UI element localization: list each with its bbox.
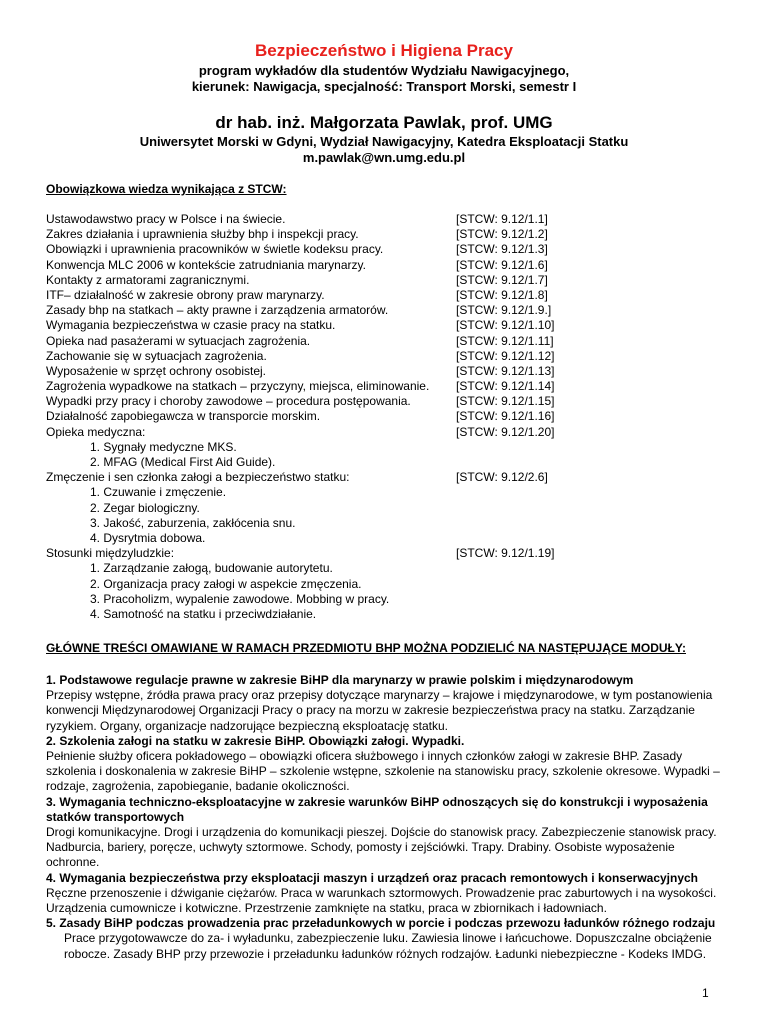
stcw-topic-row [46,258,726,273]
stcw-topic-text: 3. Pracoholizm, wypalenie zawodowe. Mobbing w pracy. [90,591,390,606]
stcw-topic-row [46,334,726,349]
stcw-reference: [STCW: 9.12/1.2] [456,227,548,242]
stcw-topic-text: 2. MFAG (Medical First Aid Guide). [90,455,276,469]
stcw-topic-list [46,212,726,622]
stcw-subitem [46,455,726,470]
stcw-reference: [STCW: 9.12/1.12] [456,348,555,363]
stcw-topic-row [46,409,726,424]
stcw-topic-row [46,242,726,257]
module-title: 2. Szkolenia załogi na statku w zakresie BiHP. Obowiązki załogi. Wypadki. [46,733,465,748]
stcw-topic-row [46,273,726,288]
subtitle-line-2: kierunek: Nawigacja, specjalność: Transport Morski, semestr I [191,79,577,94]
stcw-topic-text: Obowiązki i uprawnienia pracowników w świetle kodeksu pracy. [46,242,384,257]
stcw-reference: [STCW: 9.12/1.15] [456,394,555,409]
stcw-topic-text: Wymagania bezpieczeństwa w czasie pracy na statku. [46,318,336,333]
stcw-topic-row [46,318,726,333]
module-description: Drogi komunikacyjne. Drogi i urządzenia do komunikacji pieszej. Dojście do stanowisk pracy. Zabezpieczenie stanowisk pracy. Nadburcia, bariery, poręcze, uchwyty sztormowe. Schody, pomosty i zejściówki. Trapy. Drabiny. Osobiste wyposażenie ochronne. [46,825,717,870]
stcw-reference: [STCW: 9.12/1.16] [456,409,555,424]
stcw-reference: [STCW: 9.12/1.20] [456,424,555,439]
stcw-subitem [46,607,726,622]
stcw-reference: [STCW: 9.12/1.1] [456,212,548,226]
author-affiliation: Uniwersytet Morski w Gdyni, Wydział Nawigacyjny, Katedra Eksploatacji Statku [139,134,629,149]
stcw-reference: [STCW: 9.12/1.19] [456,546,555,561]
stcw-reference: [STCW: 9.12/1.3] [456,242,548,257]
stcw-topic-row [46,425,726,440]
stcw-subitem [46,440,726,455]
stcw-topic-row [46,394,726,409]
stcw-topic-text: Ustawodawstwo pracy w Polsce i na świecie. [46,212,286,226]
stcw-topic-text: Działalność zapobiegawcza w transporcie morskim. [46,409,321,424]
modules-list [46,673,722,962]
stcw-topic-text: 1. Sygnały medyczne MKS. [90,439,237,454]
stcw-topic-text: Zachowanie się w sytuacjach zagrożenia. [46,348,267,363]
module-title: 4. Wymagania bezpieczeństwa przy eksploatacji maszyn i urządzeń oraz pracach remontowych i konserwacyjnych [46,870,699,885]
stcw-topic-row [46,303,726,318]
stcw-reference: [STCW: 9.12/1.6] [456,257,548,272]
stcw-topic-text: 4. Dysrytmia dobowa. [90,530,206,545]
stcw-reference: [STCW: 9.12/1.7] [456,272,548,287]
module-title: 1. Podstawowe regulacje prawne w zakresie BiHP dla marynarzy w prawie polskim i międzynarodowym [46,673,634,687]
stcw-topic-row [46,227,726,242]
stcw-section-heading: Obowiązkowa wiedza wynikająca z STCW: [46,182,287,196]
stcw-topic-text: Wyposażenie w sprzęt ochrony osobistej. [46,363,266,378]
stcw-subitem [46,516,726,531]
stcw-topic-text: Opieka nad pasażerami w sytuacjach zagrożenia. [46,333,311,348]
module-description: Prace przygotowawcze do za- i wyładunku, zabezpieczenie luku. Zawiesia linowe i łańcuchowe. Dopuszczalne obciążenie robocze. Zasady BHP przy przewozie i przeładunku ładunków różnych rodzajów. Ładunki niebezpieczne - Kodeks IMDG. [64,931,712,961]
page-number: 1 [702,986,709,1000]
stcw-topic-text: Stosunki międzyludzkie: [46,546,175,561]
modules-section-heading: GŁÓWNE TREŚCI OMAWIANE W RAMACH PRZEDMIOTU BHP MOŻNA PODZIELIĆ NA NASTĘPUJĄCE MODUŁY: [46,641,686,655]
stcw-subitem [46,577,726,592]
module-description: Przepisy wstępne, źródła prawa pracy oraz przepisy dotyczące marynarzy – krajowe i międzynarodowe, w tym postanowienia konwencji Międzynarodowej Organizacji Pracy o pracy na morzu w zakresie bezpieczeństwa pracy na statku. Zarządzanie ryzykiem. Organy, organizacje nadzorujące bezpieczną eksploatację statku. [46,688,713,733]
document-title: Bezpieczeństwo i Higiena Pracy [255,41,513,60]
stcw-topic-row [46,546,726,561]
stcw-topic-text: 4. Samotność na statku i przeciwdziałanie. [90,606,317,621]
stcw-topic-text: Zasady bhp na statkach – akty prawne i zarządzenia armatorów. [46,303,389,318]
stcw-topic-text: Kontakty z armatorami zagranicznymi. [46,272,250,287]
stcw-subitem [46,485,726,500]
stcw-topic-text: Opieka medyczna: [46,424,146,439]
stcw-reference: [STCW: 9.12/2.6] [456,470,548,485]
stcw-subitem [46,592,726,607]
stcw-topic-row [46,212,726,227]
module-title: 5. Zasady BiHP podczas prowadzenia prac przeładunkowych w porcie i podczas przewozu ładunków różnego rodzaju [46,916,716,931]
stcw-topic-text: 2. Zegar biologiczny. [90,500,200,515]
stcw-reference: [STCW: 9.12/1.11] [456,333,554,348]
stcw-reference: [STCW: 9.12/1.13] [456,363,555,378]
stcw-subitem [46,501,726,516]
stcw-topic-text: 2. Organizacja pracy załogi w aspekcie zmęczenia. [90,576,362,591]
stcw-topic-text: ITF– działalność w zakresie obrony praw marynarzy. [46,287,325,302]
stcw-subitem [46,561,726,576]
module-title: 3. Wymagania techniczno-eksploatacyjne w zakresie warunków BiHP odnoszących się do konstrukcji i wyposażenia statków transportowych [46,794,708,824]
stcw-topic-text: Zakres działania i uprawnienia służby bhp i inspekcji pracy. [46,227,359,242]
stcw-reference: [STCW: 9.12/1.10] [456,318,555,333]
stcw-topic-text: Zmęczenie i sen członka załogi a bezpieczeństwo statku: [46,470,350,485]
stcw-subitem [46,531,726,546]
stcw-topic-text: 1. Czuwanie i zmęczenie. [90,485,227,500]
stcw-topic-text: Wypadki przy pracy i choroby zawodowe – procedura postępowania. [46,394,411,409]
stcw-reference: [STCW: 9.12/1.9.] [456,303,552,318]
author-email: m.pawlak@wn.umg.edu.pl [302,150,466,165]
stcw-reference: [STCW: 9.12/1.14] [456,379,555,394]
module-description: Pełnienie służby oficera pokładowego – obowiązki oficera służbowego i innych członków załogi w zakresie BHP. Zasady szkolenia i doskonalenia w zakresie BiHP – szkolenie wstępne, szkolenie na stanowisku pracy, szkolenie okresowe. Wypadki – rodzaje, zagrożenia, zapobieganie, badanie okoliczności. [46,749,720,794]
module-description: Ręczne przenoszenie i dźwiganie ciężarów. Praca w warunkach sztormowych. Prowadzenie prac zaburtowych i na wysokości. Urządzenia cumownicze i kotwiczne. Przestrzenie zamknięte na statku, praca w zbiornikach i ładowniach. [46,885,717,916]
author-name: dr hab. inż. Małgorzata Pawlak, prof. UMG [215,113,553,132]
subtitle-line-1: program wykładów dla studentów Wydziału Nawigacyjnego, [198,63,570,78]
stcw-topic-text: Konwencja MLC 2006 w kontekście zatrudniania marynarzy. [46,257,366,272]
stcw-topic-text: 3. Jakość, zaburzenia, zakłócenia snu. [90,515,296,530]
stcw-topic-row [46,349,726,364]
stcw-reference: [STCW: 9.12/1.8] [456,287,548,302]
stcw-topic-text: 1. Zarządzanie załogą, budowanie autorytetu. [90,561,333,576]
stcw-topic-text: Zagrożenia wypadkowe na statkach – przyczyny, miejsca, eliminowanie. [46,379,430,394]
stcw-topic-row [46,288,726,303]
stcw-topic-row [46,379,726,394]
stcw-topic-row [46,364,726,379]
stcw-topic-row [46,470,726,485]
